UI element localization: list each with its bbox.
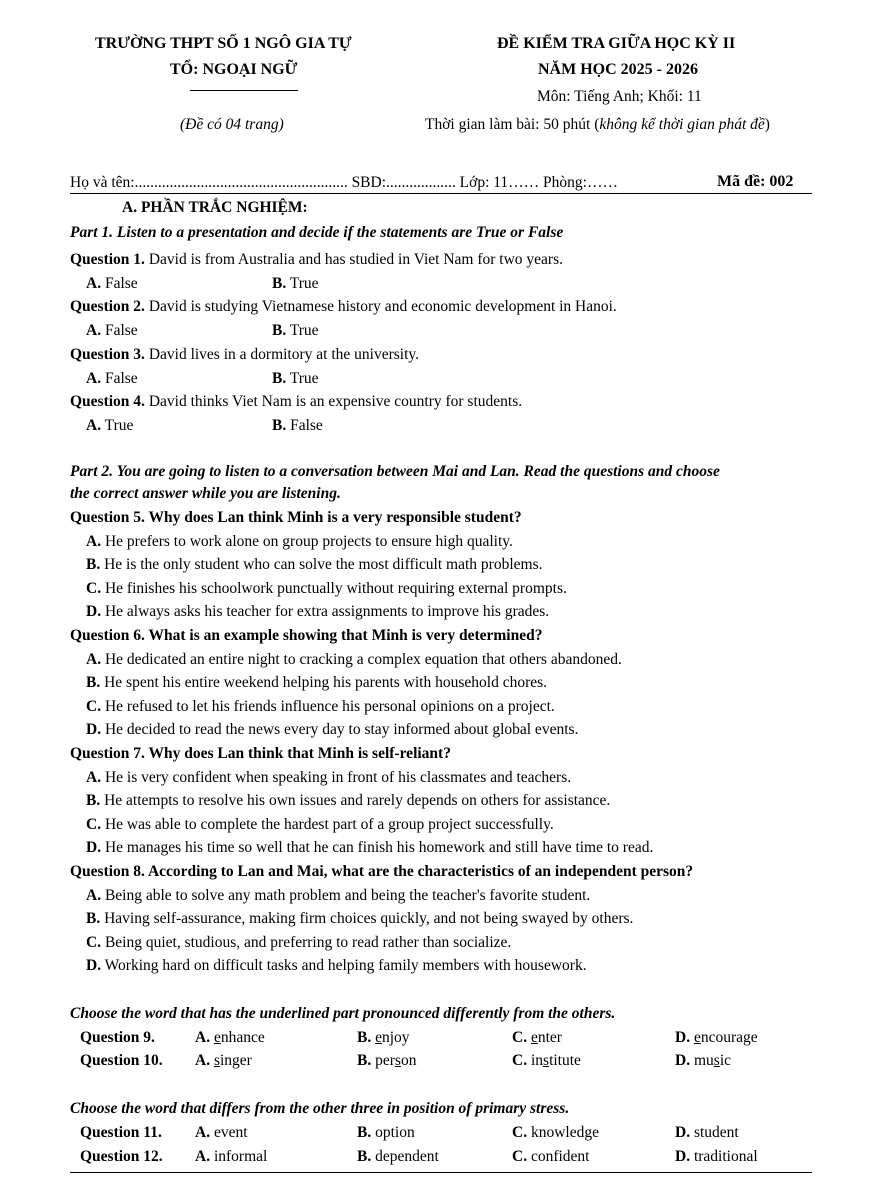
question-6: Question 6. What is an example showing that Minh is very determined? xyxy=(70,627,543,644)
section-a-heading: A. PHẦN TRẮC NGHIỆM: xyxy=(122,199,308,216)
q11-option-a[interactable]: A. event xyxy=(195,1124,248,1141)
q10-option-d[interactable]: D. music xyxy=(675,1052,731,1069)
q11-option-c[interactable]: C. knowledge xyxy=(512,1124,599,1141)
q12-option-d[interactable]: D. traditional xyxy=(675,1148,758,1165)
q7-option-c[interactable]: C. He was able to complete the hardest part of a group project successfully. xyxy=(86,816,554,833)
q12-option-a[interactable]: A. informal xyxy=(195,1148,268,1165)
q7-option-b[interactable]: B. He attempts to resolve his own issues and rarely depends on others for assistance. xyxy=(86,792,611,809)
question-4: Question 4. David thinks Viet Nam is an expensive country for students. xyxy=(70,393,523,410)
stress-title: Choose the word that differs from the other three in position of primary stress. xyxy=(70,1100,570,1117)
q5-option-b[interactable]: B. He is the only student who can solve the most difficult math problems. xyxy=(86,556,543,573)
q1-option-a[interactable]: A. False xyxy=(86,275,138,292)
question-2: Question 2. David is studying Vietnamese history and economic development in Hanoi. xyxy=(70,298,617,315)
q10-option-c[interactable]: C. institute xyxy=(512,1052,581,1069)
department-name: TỔ: NGOẠI NGỮ xyxy=(170,61,298,78)
q12-option-b[interactable]: B. dependent xyxy=(357,1148,439,1165)
q4-option-b[interactable]: B. False xyxy=(272,417,323,434)
q10-option-b[interactable]: B. person xyxy=(357,1052,417,1069)
question-7: Question 7. Why does Lan think that Minh is self-reliant? xyxy=(70,745,451,762)
q9-option-b[interactable]: B. enjoy xyxy=(357,1029,410,1046)
part1-title: Part 1. Listen to a presentation and decide if the statements are True or False xyxy=(70,224,564,241)
exam-title: ĐỀ KIỂM TRA GIỮA HỌC KỲ II xyxy=(497,35,736,52)
q7-option-d[interactable]: D. He manages his time so well that he can finish his homework and still have time to read. xyxy=(86,839,654,856)
time-line: Thời gian làm bài: 50 phút (không kể thời gian phát đề) xyxy=(425,116,770,133)
student-line-rule xyxy=(70,193,812,194)
question-11-label: Question 11. xyxy=(80,1124,162,1141)
q5-option-d[interactable]: D. He always asks his teacher for extra assignments to improve his grades. xyxy=(86,603,550,620)
q3-option-a[interactable]: A. False xyxy=(86,370,138,387)
question-3: Question 3. David lives in a dormitory at the university. xyxy=(70,346,420,363)
q6-option-b[interactable]: B. He spent his entire weekend helping his parents with household chores. xyxy=(86,674,548,691)
q12-option-c[interactable]: C. confident xyxy=(512,1148,590,1165)
q5-option-c[interactable]: C. He finishes his schoolwork punctually without requiring external prompts. xyxy=(86,580,567,597)
question-8: Question 8. According to Lan and Mai, what are the characteristics of an independent person? xyxy=(70,863,694,880)
q1-option-b[interactable]: B. True xyxy=(272,275,319,292)
q3-option-b[interactable]: B. True xyxy=(272,370,319,387)
q11-option-d[interactable]: D. student xyxy=(675,1124,739,1141)
q2-option-b[interactable]: B. True xyxy=(272,322,319,339)
school-year: NĂM HỌC 2025 - 2026 xyxy=(538,61,698,78)
q9-option-c[interactable]: C. enter xyxy=(512,1029,562,1046)
school-name: TRƯỜNG THPT SỐ 1 NGÔ GIA TỰ xyxy=(95,35,352,52)
q6-option-d[interactable]: D. He decided to read the news every day to stay informed about global events. xyxy=(86,721,579,738)
question-10-label: Question 10. xyxy=(80,1052,163,1069)
student-info-line: Họ và tên:....................................................... SBD:.................. Lớp: 11…… Phòng:…… xyxy=(70,174,618,191)
subject-line: Môn: Tiếng Anh; Khối: 11 xyxy=(537,88,702,105)
question-9-label: Question 9. xyxy=(80,1029,155,1046)
q8-option-a[interactable]: A. Being able to solve any math problem and being the teacher's favorite student. xyxy=(86,887,591,904)
question-5: Question 5. Why does Lan think Minh is a very responsible student? xyxy=(70,509,522,526)
q11-option-b[interactable]: B. option xyxy=(357,1124,415,1141)
page-bottom-rule xyxy=(70,1172,812,1173)
q10-option-a[interactable]: A. singer xyxy=(195,1052,252,1069)
exam-code: Mã đề: 002 xyxy=(717,173,794,190)
question-12-label: Question 12. xyxy=(80,1148,163,1165)
q9-option-a[interactable]: A. enhance xyxy=(195,1029,265,1046)
pronunciation-title: Choose the word that has the underlined part pronounced differently from the others. xyxy=(70,1005,616,1022)
q8-option-c[interactable]: C. Being quiet, studious, and preferring to read rather than socialize. xyxy=(86,934,512,951)
part2-title-line1: Part 2. You are going to listen to a conversation between Mai and Lan. Read the questions and choose xyxy=(70,463,720,480)
question-1: Question 1. David is from Australia and has studied in Viet Nam for two years. xyxy=(70,251,563,268)
q7-option-a[interactable]: A. He is very confident when speaking in front of his classmates and teachers. xyxy=(86,769,572,786)
pages-note: (Đề có 04 trang) xyxy=(180,116,284,133)
q8-option-d[interactable]: D. Working hard on difficult tasks and helping family members with housework. xyxy=(86,957,587,974)
q6-option-a[interactable]: A. He dedicated an entire night to cracking a complex equation that others abandoned. xyxy=(86,651,622,668)
header-divider xyxy=(190,90,298,91)
part2-title-line2: the correct answer while you are listening. xyxy=(70,485,341,502)
q8-option-b[interactable]: B. Having self-assurance, making firm choices quickly, and not being swayed by others. xyxy=(86,910,634,927)
q5-option-a[interactable]: A. He prefers to work alone on group projects to ensure high quality. xyxy=(86,533,513,550)
q4-option-a[interactable]: A. True xyxy=(86,417,134,434)
q6-option-c[interactable]: C. He refused to let his friends influence his personal opinions on a project. xyxy=(86,698,555,715)
q2-option-a[interactable]: A. False xyxy=(86,322,138,339)
q9-option-d[interactable]: D. encourage xyxy=(675,1029,758,1046)
